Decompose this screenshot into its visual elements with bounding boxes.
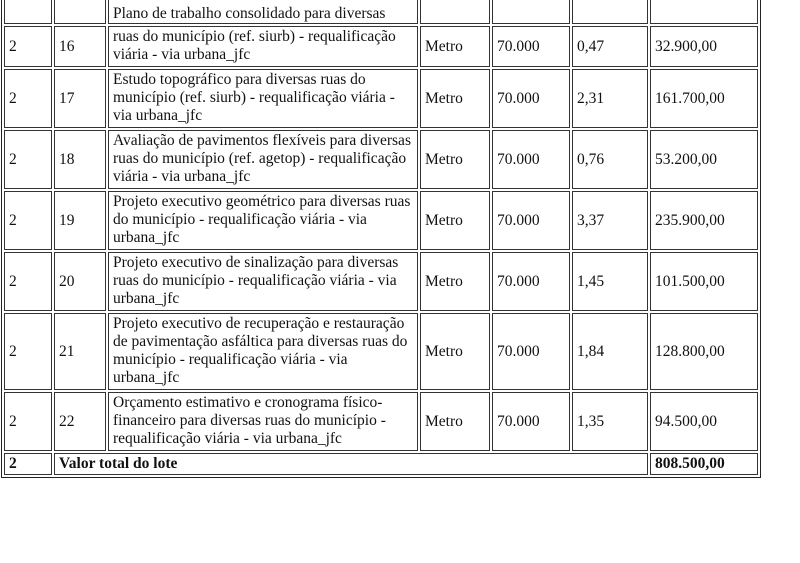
cell-unit-price: 1,35 — [572, 392, 648, 451]
cell-lote: 2 — [4, 191, 52, 250]
cell-description: Plano de trabalho consolidado para diversas — [108, 0, 418, 24]
cell-total: 32.900,00 — [650, 26, 758, 67]
cell-unit-price: 2,31 — [572, 69, 648, 128]
cell-item: 16 — [54, 26, 106, 67]
cell-lote: 2 — [4, 130, 52, 189]
table-row — [4, 69, 758, 128]
page-margin — [772, 0, 800, 563]
cell-total: 128.800,00 — [650, 313, 758, 390]
cell-unit-price — [572, 0, 648, 24]
total-value: 808.500,00 — [650, 453, 758, 475]
cell-item: 18 — [54, 130, 106, 189]
cell-unit: Metro — [420, 392, 490, 451]
cell-item: 17 — [54, 69, 106, 128]
cell-description: Estudo topográfico para diversas ruas do município (ref. siurb) - requalificação viária - via urbana_jfc — [108, 69, 418, 128]
cell-unit: Metro — [420, 252, 490, 311]
cell-description: Projeto executivo de sinalização para diversas ruas do município - requalificação viária - via urbana_jfc — [108, 252, 418, 311]
cell-quantity: 70.000 — [492, 69, 570, 128]
cell-total: 53.200,00 — [650, 130, 758, 189]
cell-total: 94.500,00 — [650, 392, 758, 451]
cell-item: 19 — [54, 191, 106, 250]
cell-item: 21 — [54, 313, 106, 390]
table-row-partial — [4, 0, 758, 24]
cell-quantity: 70.000 — [492, 392, 570, 451]
cell-quantity — [492, 0, 570, 24]
total-row — [4, 453, 758, 475]
cell-quantity: 70.000 — [492, 313, 570, 390]
cell-description: Projeto executivo de recuperação e restauração de pavimentação asfáltica para diversas ruas do município - requalificação viária - via urbana_jfc — [108, 313, 418, 390]
cell-description: ruas do município (ref. siurb) - requalificação viária - via urbana_jfc — [108, 26, 418, 67]
cell-quantity: 70.000 — [492, 26, 570, 67]
cell-unit-price: 3,37 — [572, 191, 648, 250]
cell-lote: 2 — [4, 69, 52, 128]
cell-unit: Metro — [420, 130, 490, 189]
budget-table — [1, 0, 761, 478]
table-row — [4, 313, 758, 390]
cell-lote: 2 — [4, 252, 52, 311]
cell-lote: 2 — [4, 26, 52, 67]
table-row — [4, 252, 758, 311]
cell-description: Projeto executivo geométrico para diversas ruas do município - requalificação viária - via urbana_jfc — [108, 191, 418, 250]
cell-total: 235.900,00 — [650, 191, 758, 250]
cell-total: 161.700,00 — [650, 69, 758, 128]
cell-unit-price: 1,84 — [572, 313, 648, 390]
cell-unit-price: 0,47 — [572, 26, 648, 67]
cell-unit: Metro — [420, 26, 490, 67]
cell-item: 22 — [54, 392, 106, 451]
cell-unit: Metro — [420, 69, 490, 128]
cell-item: 20 — [54, 252, 106, 311]
cell-quantity: 70.000 — [492, 130, 570, 189]
cell-lote: 2 — [4, 453, 52, 475]
cell-quantity: 70.000 — [492, 191, 570, 250]
document-page — [1, 0, 761, 478]
cell-quantity: 70.000 — [492, 252, 570, 311]
table-row — [4, 26, 758, 67]
cell-lote — [4, 0, 52, 24]
cell-description: Avaliação de pavimentos flexíveis para diversas ruas do município (ref. agetop) - requalificação viária - via urbana_jfc — [108, 130, 418, 189]
cell-lote: 2 — [4, 313, 52, 390]
cell-unit-price: 0,76 — [572, 130, 648, 189]
cell-description: Orçamento estimativo e cronograma físico-financeiro para diversas ruas do município - requalificação viária - via urbana_jfc — [108, 392, 418, 451]
cell-unit: Metro — [420, 191, 490, 250]
cell-unit: Metro — [420, 313, 490, 390]
table-row — [4, 191, 758, 250]
cell-total: 101.500,00 — [650, 252, 758, 311]
cell-unit-price: 1,45 — [572, 252, 648, 311]
total-label: Valor total do lote — [54, 453, 648, 475]
cell-item — [54, 0, 106, 24]
table-row — [4, 130, 758, 189]
cell-lote: 2 — [4, 392, 52, 451]
table-row — [4, 392, 758, 451]
cell-unit — [420, 0, 490, 24]
cell-total — [650, 0, 758, 24]
